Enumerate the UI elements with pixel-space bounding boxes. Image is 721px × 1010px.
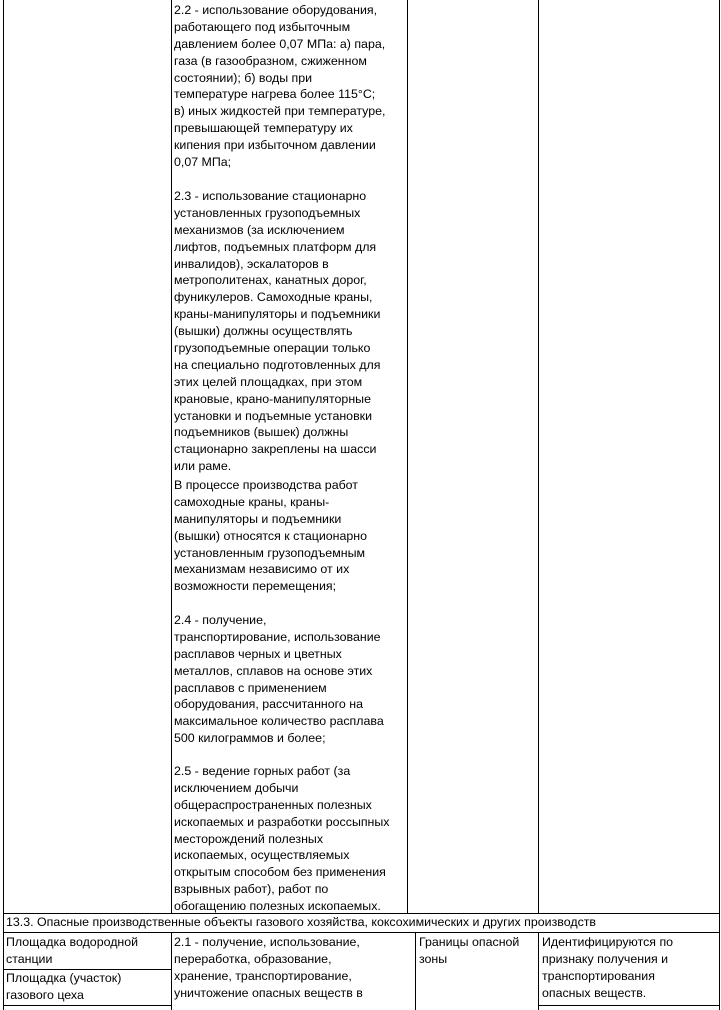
table-border-right [719,0,720,1010]
table-bottom-border-right [538,1005,720,1006]
criterion-2-2: 2.2 - использование оборудования, работающего под избыточным давлением более 0,07 МПа: а) пара, газа (в газообразном, сжиженном состоянии); б) воды при температуре нагрева более 115°С; в) иных жидкостей при температуре, превышающей температуру их кипения при избыточном давлении 0,07 МПа; [174,3,386,170]
heading-row-bottom-border [3,932,720,933]
criterion-2-3: 2.3 - использование стационарно установленных грузоподъемных механизмов (за исключением лифтов, подъемных платформ для инвалидов), эскалаторов в метрополитенах, канатных дорог, фуникулеров. Самоходные краны, краны-манипуляторы и подъемники (вышки) должны осуществлять грузоподъемные операции только на специально подготовленных для этих целей площадках, при этом крановые, крано-манипуляторные установки и подъемные установки подъемников (вышек) должны стационарно закреплены на шасси или раме. [174,189,381,474]
criterion-2-4: 2.4 - получение, транспортирование, использование расплавов черных и цветных металлов, сплавов на основе этих расплавов с применением оборудования, рассчитанного на максимальное количество расплава 500 килограммов и более; [174,613,384,746]
identification-cell: Идентифицируются по признаку получения и транспортирования опасных веществ. [542,935,674,1000]
column-divider-1-lower [171,933,172,1010]
criterion-2-3-note: В процессе производства работ самоходные краны, краны- манипуляторы и подъемники (вышки) относятся к стационарно установленным грузоподъемным механизмам независимо от их возможности перемещения; [174,478,368,594]
criterion-2-5: 2.5 - ведение горных работ (за исключением добычи общераспространенных полезных ископаемых и разработки россыпных месторождений полезных ископаемых, осуществляемых открытым способом без применения взрывных работ), работ по обогащению полезных ископаемых. [174,764,390,914]
column-divider-2 [407,0,408,914]
object-hydrogen-station: Площадка водородной станции [6,935,139,966]
object-gas-shop-site: Площадка (участок) газового цеха [6,971,122,1002]
column-divider-2-lower [415,933,416,1010]
criterion-2-1: 2.1 - получение, использование, переработка, образование, хранение, транспортирование, уничтожение опасных веществ в [174,935,363,1000]
boundary-cell: Границы опасной зоны [419,935,520,966]
column-divider-1 [171,0,172,914]
column-divider-3 [538,0,539,914]
table-border-left [3,0,4,1010]
table-bottom-border [3,1005,172,1006]
section-heading: 13.3. Опасные производственные объекты газового хозяйства, коксохимических и других производств [6,915,597,929]
column-divider-3-lower [538,933,539,1010]
